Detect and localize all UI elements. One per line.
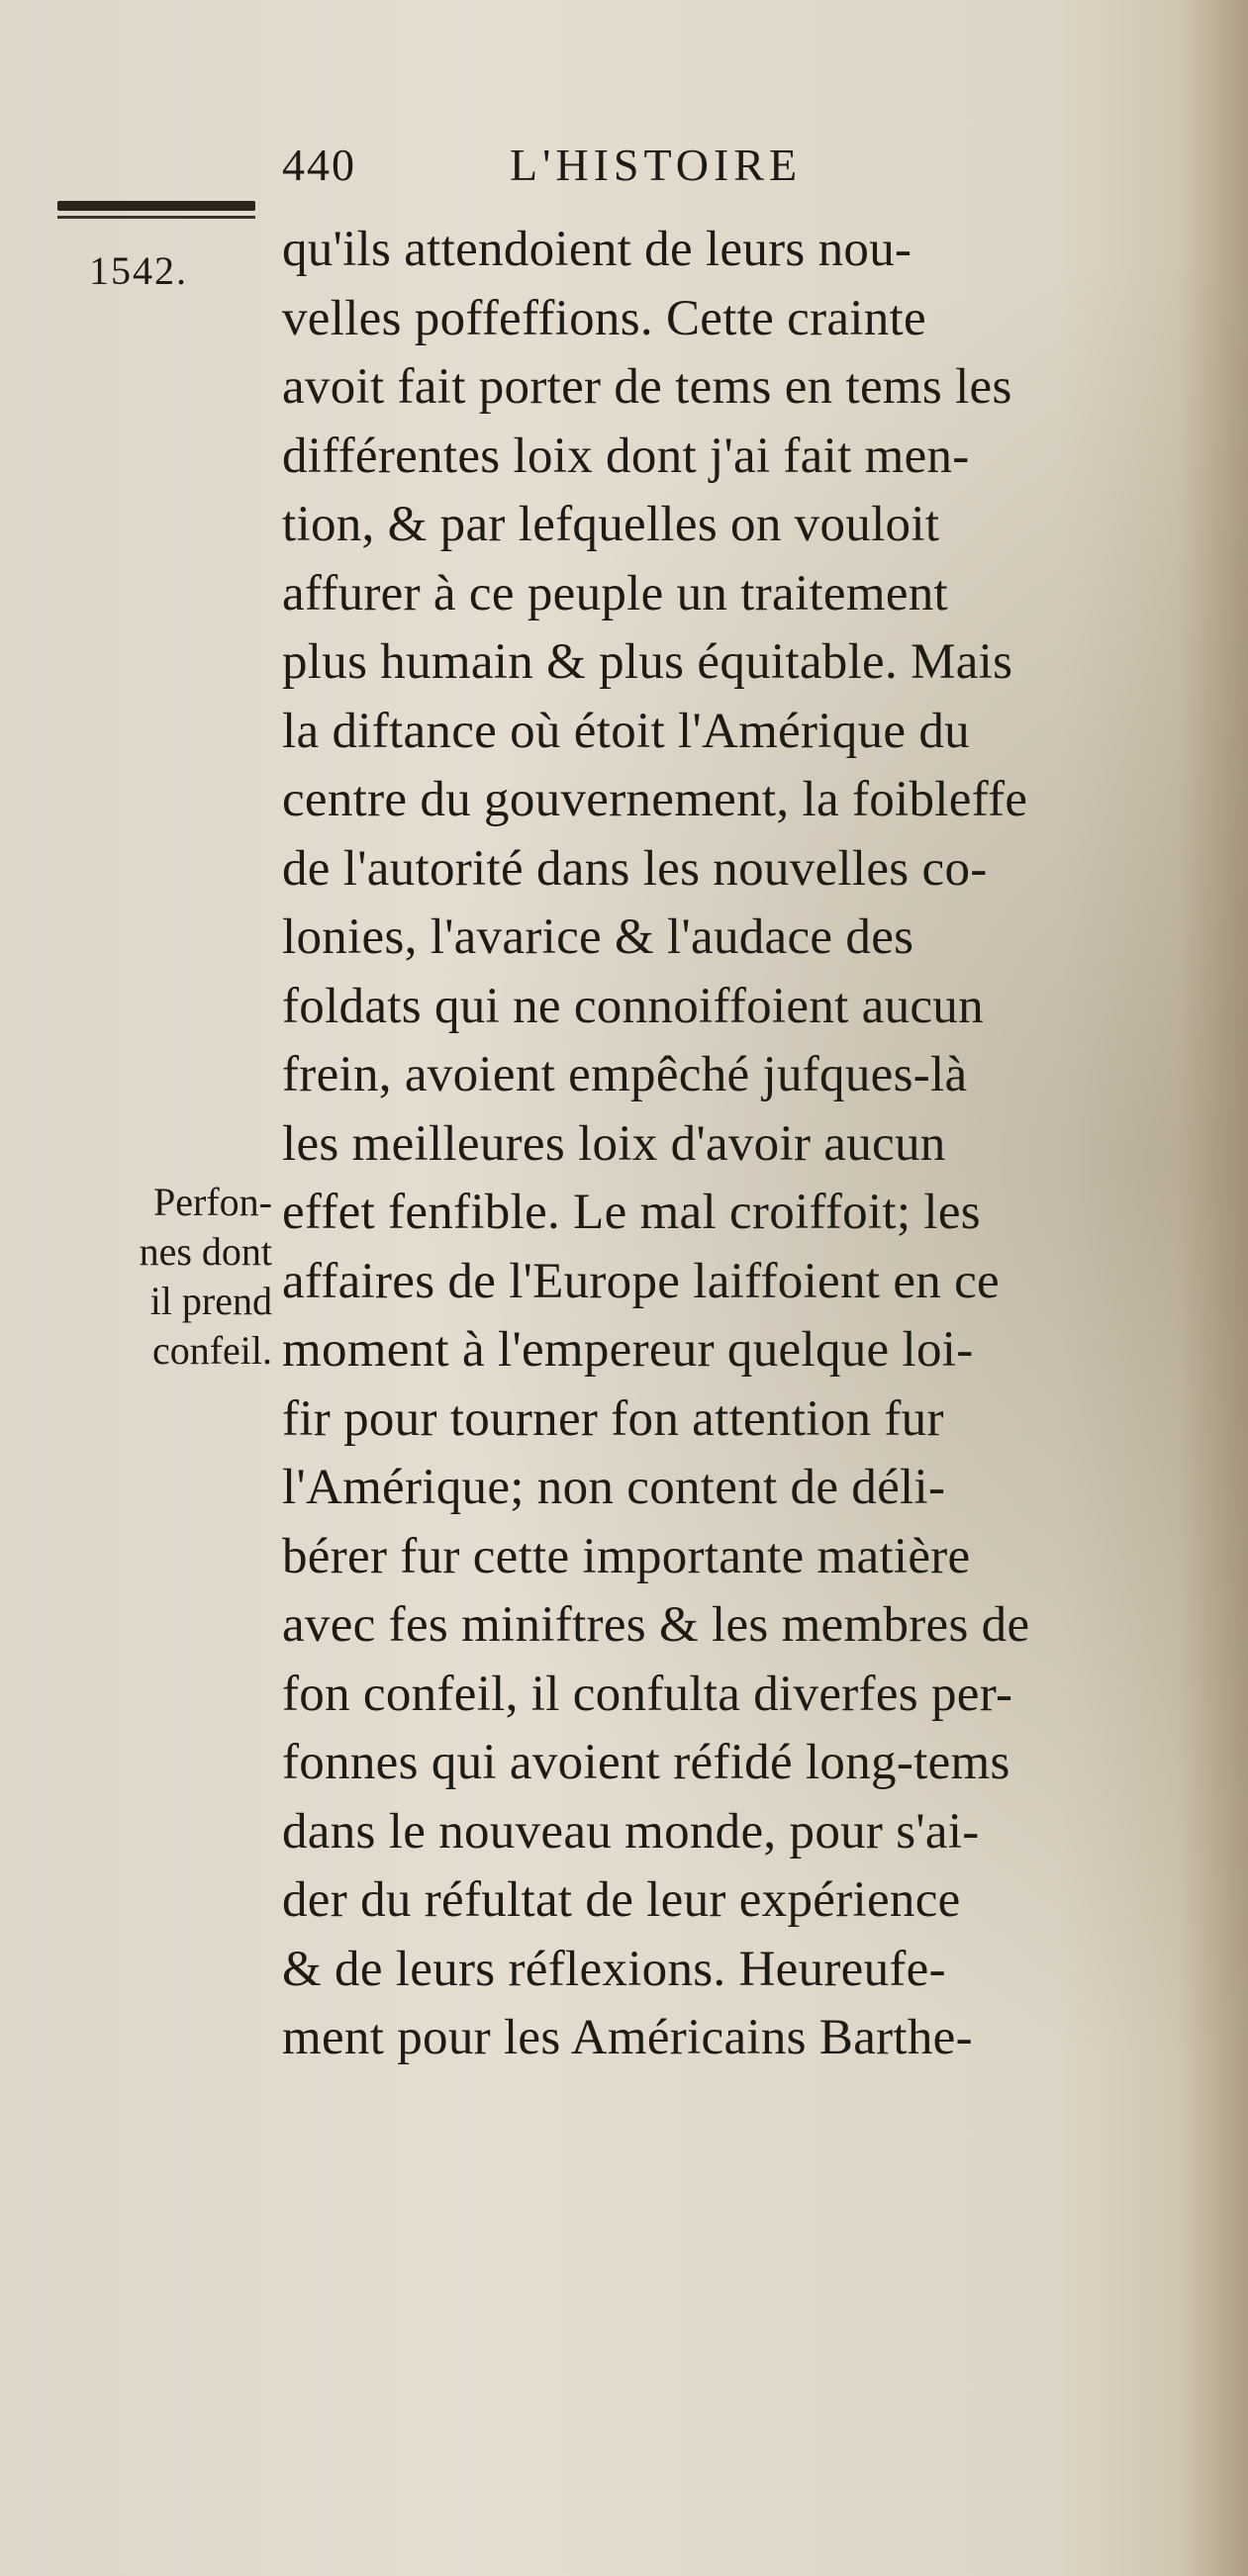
page-edge-shadow (1179, 0, 1248, 2576)
running-title: L'HISTOIRE (510, 140, 803, 190)
text-line: avec fes miniftres & les membres de (282, 1597, 1030, 1653)
text-line: foldats qui ne connoiffoient aucun (282, 978, 984, 1034)
text-line: plus humain & plus équitable. Mais (282, 634, 1013, 690)
text-line: différentes loix dont j'ai fait men- (282, 428, 970, 484)
text-line: effet fenfible. Le mal croiffoit; les (282, 1185, 981, 1240)
running-head (282, 139, 925, 198)
text-line: qu'ils attendoient de leurs nou- (282, 222, 912, 277)
marginal-note-line: Perfon- (153, 1180, 272, 1224)
marginal-note (69, 1178, 272, 1376)
text-line: ment pour les Américains Barthe- (282, 2010, 973, 2065)
text-line: moment à l'empereur quelque loi- (282, 1322, 974, 1378)
text-line: & de leurs réflexions. Heureufe- (282, 1941, 946, 1997)
marginal-note-line: nes dont (139, 1229, 272, 1274)
header-rule-thin (57, 216, 255, 219)
text-line: la diftance où étoit l'Amérique du (282, 703, 970, 759)
text-line: lonies, l'avarice & l'audace des (282, 909, 914, 965)
page-number: 440 (282, 140, 356, 190)
text-line: fon confeil, il confulta diverfes per- (282, 1666, 1013, 1722)
text-line: dans le nouveau monde, pour s'ai- (282, 1803, 980, 1860)
marginal-note-line: il prend (149, 1279, 272, 1323)
text-line: tion, & par lefquelles on vouloit (282, 497, 940, 552)
text-line: fonnes qui avoient réfidé long-tems (282, 1735, 1010, 1790)
header-rule (57, 201, 255, 211)
marginal-note-line: confeil. (151, 1328, 272, 1373)
marginal-year: 1542. (89, 248, 188, 293)
text-line: affaires de l'Europe laiffoient en ce (282, 1253, 1000, 1309)
text-line: de l'autorité dans les nouvelles co- (282, 840, 988, 897)
text-line: bérer fur cette importante matière (282, 1528, 971, 1584)
text-line: fir pour tourner fon attention fur (282, 1390, 944, 1447)
text-line: les meilleures loix d'avoir aucun (282, 1115, 946, 1172)
text-line: der du réfultat de leur expérience (282, 1872, 961, 1928)
text-line: affurer à ce peuple un traitement (282, 565, 949, 621)
text-line: avoit fait porter de tems en tems les (282, 359, 1012, 415)
text-line: centre du gouvernement, la foibleffe (282, 772, 1028, 827)
text-line: frein, avoient empêché jufques-là (282, 1047, 968, 1102)
text-line: l'Amérique; non content de déli- (282, 1460, 946, 1515)
body-text (282, 216, 1173, 2073)
text-line: velles poffeffions. Cette crainte (282, 290, 926, 346)
